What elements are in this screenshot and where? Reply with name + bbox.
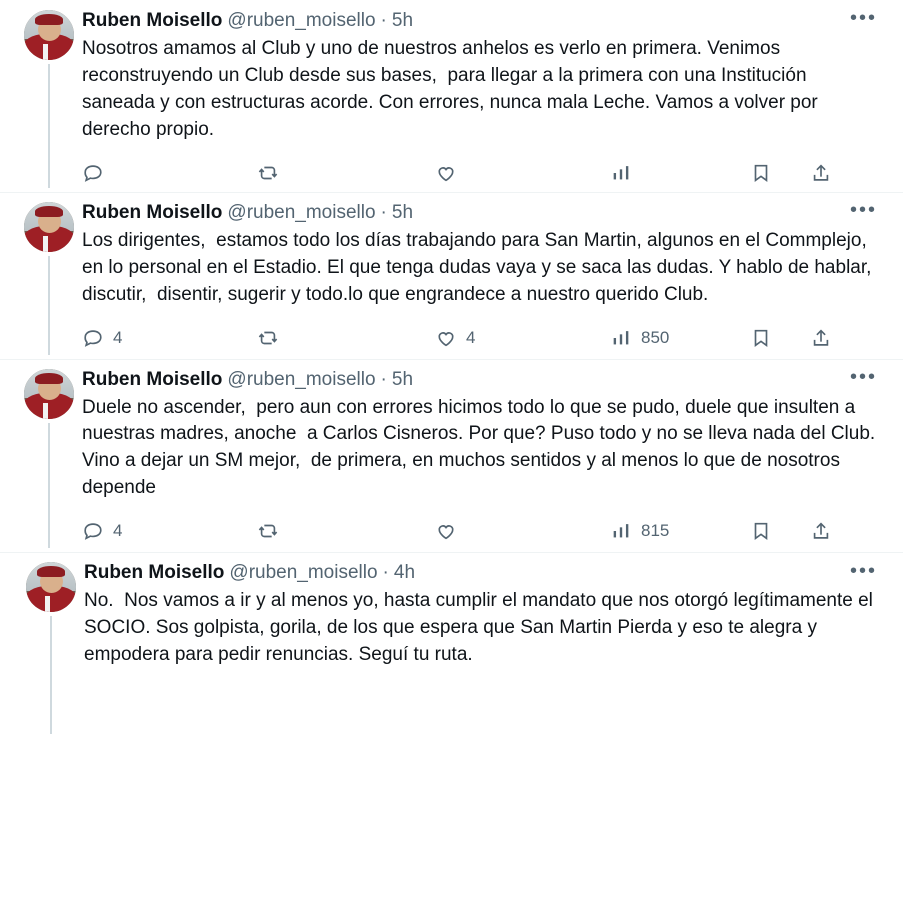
bookmark-button[interactable] [750,327,810,349]
like-count: 4 [466,327,476,347]
share-button[interactable] [810,327,832,349]
tweet-actions [82,514,883,548]
bookmark-button[interactable] [750,162,810,184]
thread-connector [48,256,50,355]
display-name[interactable]: Ruben Moisello [82,368,223,390]
user-handle[interactable]: @ruben_moisello [227,202,376,223]
avatar-column [18,562,84,734]
reply-count: 4 [113,521,123,541]
views-button[interactable] [610,520,750,542]
share-icon [810,327,832,349]
tweet-header [82,7,883,33]
display-name[interactable]: Ruben Moisello [82,10,223,31]
thread-connector [48,64,50,188]
tweet-text: Duele no ascender, pero aun con errores hicimos todo lo que se pudo, duele que insulten a nuestras madres, anoche a Carlos Cisneros. Por que? Puso todo y no se lleva nada del Club. Vino a dejar un SM mejor, de primera, en muchos sentidos y al menos lo que de nosotros depende [82,396,881,499]
timestamp[interactable]: 4h [393,562,416,584]
retweet-icon [257,162,279,184]
more-options-icon[interactable]: ••• [849,199,877,222]
retweet-button[interactable] [257,162,435,184]
like-icon [435,162,457,184]
retweet-button[interactable] [257,520,435,542]
display-name[interactable]: Ruben Moisello [84,562,225,584]
thread-connector [48,423,50,549]
avatar-column [16,202,82,355]
avatar[interactable] [24,202,74,252]
retweet-icon [257,327,279,349]
user-handle[interactable]: @ruben_moisello [227,368,376,390]
more-options-icon[interactable]: ••• [849,366,877,389]
user-handle[interactable]: @ruben_moisello [229,562,378,584]
tweet-item[interactable] [0,0,903,192]
reply-button[interactable] [82,162,257,184]
tweet-text: Los dirigentes, estamos todo los días trabajando para San Martin, algunos en el Commplejo, en lo personal en el Estadio. El que tenga dudas vaya y se saca las dudas. Y hablo de hablar, discutir, disentir, sugerir y todo.lo que engrandece a nuestro querido Club. [82,229,878,305]
views-icon [610,327,632,349]
like-button[interactable] [435,327,610,349]
views-icon [610,520,632,542]
bookmark-icon [750,520,772,542]
avatar[interactable] [24,369,74,419]
separator-dot: · [380,10,387,31]
reply-icon [82,327,104,349]
tweet-text: No. Nos vamos a ir y al menos yo, hasta cumplir el mandato que nos otorgó legítimamente el SOCIO. Sos golpista, gorila, de los que espera que San Martin Pierda y eso te alegra y empodera para pedir renuncias. Seguí tu ruta. [84,590,879,666]
reply-button[interactable] [82,520,257,542]
reply-icon [82,520,104,542]
display-name[interactable]: Ruben Moisello [82,202,223,223]
bookmark-icon [750,162,772,184]
like-button[interactable] [435,520,610,542]
avatar-column [16,369,82,549]
views-button[interactable] [610,162,750,184]
views-count: 815 [641,521,670,541]
timestamp[interactable]: 5h [391,202,414,223]
share-icon [810,162,832,184]
like-icon [435,520,457,542]
like-button[interactable] [435,162,610,184]
like-icon [435,327,457,349]
timestamp[interactable]: 5h [391,10,414,31]
more-options-icon[interactable]: ••• [849,559,877,582]
views-count: 850 [641,327,670,347]
more-options-icon[interactable]: ••• [849,7,877,30]
tweet-content [84,559,887,734]
share-button[interactable] [810,520,832,542]
bookmark-icon [750,327,772,349]
tweet-actions [82,321,883,355]
tweet-content [82,199,887,355]
avatar[interactable] [26,562,76,612]
tweet-item[interactable] [0,192,903,359]
tweet-item[interactable] [0,552,903,738]
separator-dot: · [382,562,389,584]
views-icon [610,162,632,184]
share-icon [810,520,832,542]
tweet-header [84,559,883,585]
tweet-text: Nosotros amamos al Club y uno de nuestros anhelos es verlo en primera. Venimos reconstruyendo un Club desde sus bases, para llegar a la primera con una Institución saneada y con estructuras acorde. Con errores, nunca mala Leche. Vamos a volver por derecho propio. [82,37,824,140]
tweet-actions [82,156,883,190]
avatar[interactable] [24,10,74,60]
timestamp[interactable]: 5h [391,368,414,390]
separator-dot: · [380,368,387,390]
reply-button[interactable] [82,327,257,349]
retweet-icon [257,520,279,542]
thread-connector [50,616,52,734]
user-handle[interactable]: @ruben_moisello [227,10,376,31]
views-button[interactable] [610,327,750,349]
tweet-header [82,199,883,225]
tweet-header [82,366,883,392]
reply-count: 4 [113,327,123,347]
retweet-button[interactable] [257,327,435,349]
bookmark-button[interactable] [750,520,810,542]
tweet-content [82,366,887,549]
tweet-item[interactable] [0,359,903,553]
reply-icon [82,162,104,184]
tweet-content [82,7,887,188]
separator-dot: · [380,202,387,223]
avatar-column [16,10,82,188]
share-button[interactable] [810,162,832,184]
